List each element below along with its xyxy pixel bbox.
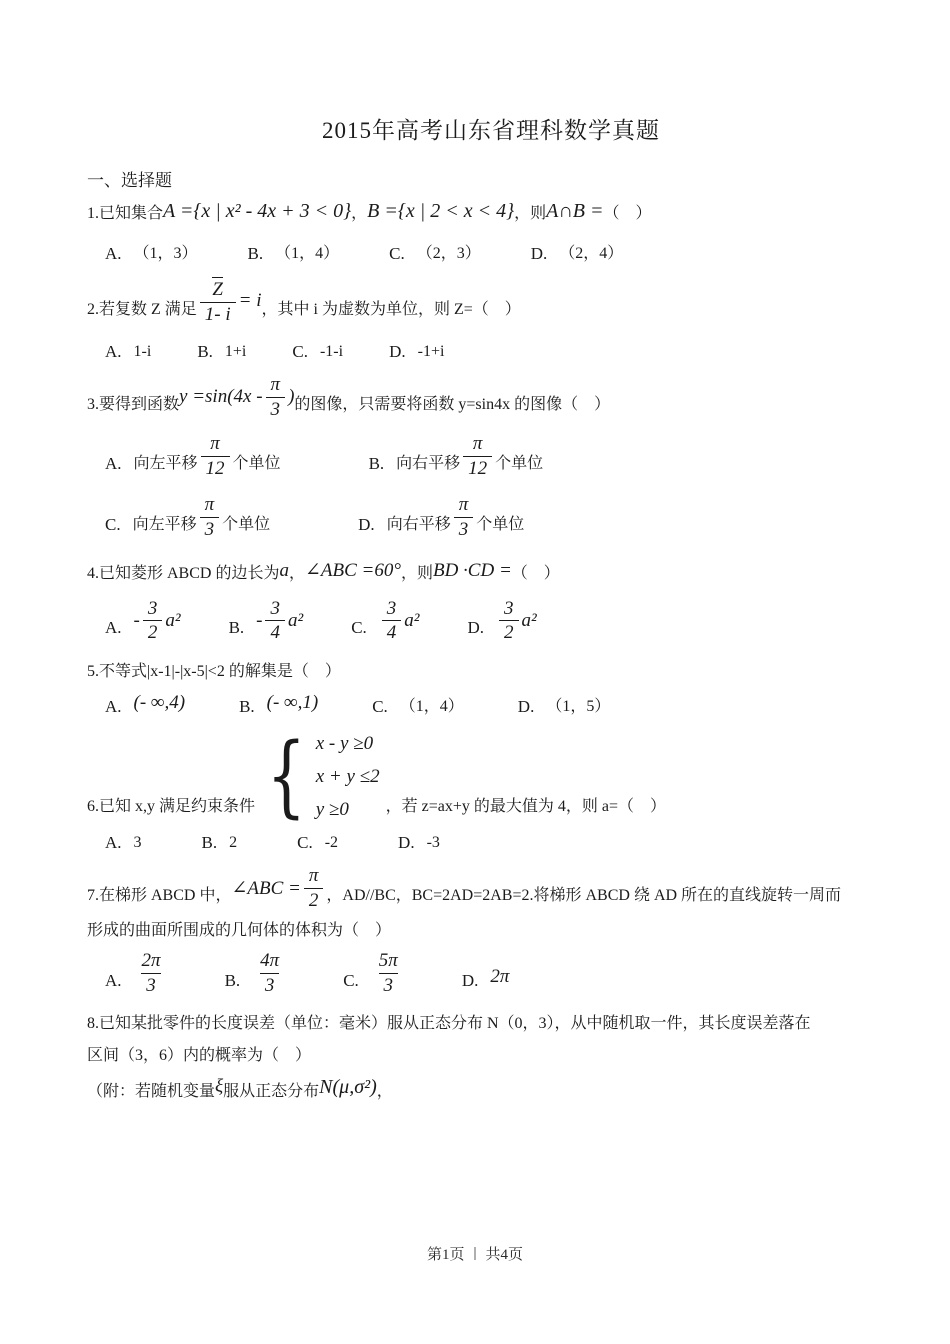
q4-option-b: B. - $\frac{3}{4}$ a² xyxy=(228,597,304,644)
q1-option-b: B. （1，4） xyxy=(247,244,340,263)
q5-options xyxy=(87,689,895,722)
q7-angle-formula xyxy=(231,866,326,911)
q3-rest: 的图像，只需要将函数 y=sin4x 的图像（ ） xyxy=(294,395,611,413)
q5-option-a: A. (- ∞,4) xyxy=(105,692,186,717)
q3-options-row-1 xyxy=(87,434,895,479)
q2-rest: ，其中 i 为虚数为单位，则 Z=（ ） xyxy=(261,300,521,318)
q3-option-b-fraction: $\frac{\pi}{12}$ xyxy=(463,434,492,479)
q3-pi-over-3: $\frac{\pi}{3}$ xyxy=(266,375,286,420)
q2-fraction xyxy=(200,277,236,325)
q8-normal-distribution: N(μ,σ²) xyxy=(319,1075,377,1098)
footer-page-number: 第1页 xyxy=(426,1247,465,1263)
question-3 xyxy=(87,375,895,420)
q6-option-a: A. 3 xyxy=(105,833,142,853)
q4-option-c: C. $\frac{3}{4}$ a² xyxy=(351,597,420,644)
q7-line-2: 形成的曲面所围成的几何体的体积为（ ） xyxy=(87,922,392,940)
q3-option-d-fraction: $\frac{\pi}{3}$ xyxy=(454,495,474,540)
q8-note-pre: （附：若随机变量 xyxy=(87,1082,216,1100)
q2-fraction-numerator xyxy=(207,277,228,302)
question-2 xyxy=(87,277,895,325)
q5-text: 5.不等式|x-1|-|x-5|<2 的解集是（ ） xyxy=(87,663,341,681)
page-title: 2015年高考山东省理科数学真题 xyxy=(322,118,660,143)
q6-text: 6.已知 x,y 满足约束条件 xyxy=(87,798,256,816)
q2-formula xyxy=(197,277,262,325)
z-conjugate: Z xyxy=(212,279,223,300)
q7-option-d-value: 2π xyxy=(490,965,510,987)
q3-option-a-fraction: $\frac{\pi}{12}$ xyxy=(201,434,230,479)
q2-fraction-denominator: 1- i xyxy=(200,302,236,325)
q1-set-b-formula: B ={x | 2 < x < 4} xyxy=(367,200,515,222)
footer-separator: | xyxy=(473,1245,477,1261)
q6-option-b: B. 2 xyxy=(201,833,238,853)
q4-text: 4.已知菱形 ABCD 的边长为 xyxy=(87,564,280,582)
page-content xyxy=(0,116,950,1107)
q7-option-b: B. $\frac{4\pi}{3}$ xyxy=(225,951,288,996)
q7-options xyxy=(87,951,895,996)
q7-angle-left: ∠ABC = xyxy=(231,877,301,899)
q6-rest: ，若 z=ax+y 的最大值为 4，则 a=（ ） xyxy=(385,798,666,816)
q6-option-d: D. -3 xyxy=(398,833,440,853)
section-heading: 一、选择题 xyxy=(87,171,172,190)
q7-option-a-fraction: $\frac{2\pi}{3}$ xyxy=(141,950,161,996)
q6-constraint-2: x + y ≤2 xyxy=(315,766,380,788)
q3-option-c-fraction: $\frac{\pi}{3}$ xyxy=(200,495,220,540)
q4-side-length: a xyxy=(279,559,289,581)
q3-formula-left: y =sin(4x - xyxy=(179,386,263,408)
q7-option-c: C. $\frac{5\pi}{3}$ xyxy=(343,951,406,996)
q6-constraint-1: x - y ≥0 xyxy=(315,733,374,755)
q4-then: ，则 xyxy=(400,564,433,582)
q1-set-a-formula: A ={x | x² - 4x + 3 < 0} xyxy=(163,200,352,222)
q3-option-a: A. 向左平移 $\frac{\pi}{12}$ 个单位 xyxy=(105,432,281,479)
q3-option-d: D. 向右平移 $\frac{\pi}{3}$ 个单位 xyxy=(358,493,525,540)
q2-option-a: A. 1-i xyxy=(105,341,152,361)
q1-option-a: A. （1，3） xyxy=(105,244,198,263)
q1-text: 1.已知集合 xyxy=(87,205,164,222)
question-7 xyxy=(87,866,895,911)
q1-then: ，则 xyxy=(514,205,547,222)
q3-option-b: B. 向右平移 $\frac{\pi}{12}$ 个单位 xyxy=(368,432,544,479)
q7-option-d: D. 2π xyxy=(462,963,510,996)
q1-option-d: D. （2，4） xyxy=(530,244,624,263)
q6-constraints xyxy=(316,734,380,820)
q7-option-a: A. $\frac{2\pi}{3}$ xyxy=(105,951,169,996)
q2-option-c: C. -1-i xyxy=(292,341,344,361)
q5-option-b: B. (- ∞,1) xyxy=(239,692,319,717)
q6-constraint-system xyxy=(259,724,380,828)
q4-option-b-value: - $\frac{3}{4}$ a² xyxy=(256,597,304,644)
page-footer xyxy=(0,1243,950,1264)
question-1 xyxy=(87,198,895,229)
footer-total-pages: 共4页 xyxy=(485,1247,524,1263)
q2-option-d: D. -1+i xyxy=(389,341,445,361)
q8-xi-symbol: ξ xyxy=(215,1075,224,1097)
q7-text: 7.在梯形 ABCD 中， xyxy=(87,887,232,905)
q3-text: 3.要得到函数 xyxy=(87,395,180,413)
q4-options xyxy=(87,599,895,644)
question-5 xyxy=(87,657,895,687)
q7-rest: ，AD//BC，BC=2AD=2AB=2.将梯形 ABCD 绕 AD 所在的直线旋转一周而 xyxy=(326,887,842,905)
q4-option-d-value: $\frac{3}{2}$ a² xyxy=(496,599,537,644)
q1-comma: ， xyxy=(351,205,368,222)
q2-option-b: B. 1+i xyxy=(197,341,247,361)
q7-option-c-fraction: $\frac{5\pi}{3}$ xyxy=(378,950,398,996)
q3-options-row-2 xyxy=(87,495,895,540)
q8-note-end: ， xyxy=(376,1082,393,1100)
question-6 xyxy=(87,724,895,828)
q8-note-mid: 服从正态分布 xyxy=(223,1082,320,1100)
q1-answer-paren: （ ） xyxy=(603,205,652,222)
q4-option-d: D. $\frac{3}{2}$ a² xyxy=(467,597,537,644)
question-4 xyxy=(87,558,895,589)
q1-options xyxy=(87,239,895,269)
q4-option-a-value: - $\frac{3}{2}$ a² xyxy=(133,597,181,644)
q2-text: 2.若复数 Z 满足 xyxy=(87,300,197,318)
q3-function-formula xyxy=(179,375,294,420)
q7-option-b-fraction: $\frac{4\pi}{3}$ xyxy=(260,950,280,996)
q8-line-2: 区间（3，6）内的概率为（ ） xyxy=(87,1046,312,1064)
q4-option-c-value: $\frac{3}{4}$ a² xyxy=(379,599,420,644)
q5-option-c: C. （1，4） xyxy=(372,697,464,717)
q4-option-a: A. - $\frac{3}{2}$ a² xyxy=(105,597,181,644)
q4-answer-paren: （ ） xyxy=(511,564,560,582)
q6-option-c: C. -2 xyxy=(297,833,339,853)
q3-option-c: C. 向左平移 $\frac{\pi}{3}$ 个单位 xyxy=(105,493,271,540)
q7-pi-over-2: $\frac{\pi}{2}$ xyxy=(304,866,324,911)
q5-option-d: D. （1，5） xyxy=(517,697,611,717)
q2-equals-i: = i xyxy=(238,289,262,311)
q8-line-1: 8.已知某批零件的长度误差（单位：毫米）服从正态分布 N（0，3），从中随机取一件，其长度误差落在 xyxy=(87,1014,811,1032)
q4-angle-formula: ∠ABC =60° xyxy=(304,559,401,581)
q4-comma: ， xyxy=(288,564,305,582)
q4-dot-product-formula: BD ·CD = xyxy=(432,559,512,581)
q6-options xyxy=(87,828,895,858)
q8-note xyxy=(87,1074,895,1107)
q6-constraint-3: y ≥0 xyxy=(315,799,349,821)
q2-options xyxy=(87,337,895,367)
q1-intersection-formula: A∩B = xyxy=(546,200,604,222)
left-brace: { xyxy=(266,724,307,828)
q3-formula-right: ) xyxy=(288,386,295,408)
q1-option-c: C. （2，3） xyxy=(389,244,481,263)
